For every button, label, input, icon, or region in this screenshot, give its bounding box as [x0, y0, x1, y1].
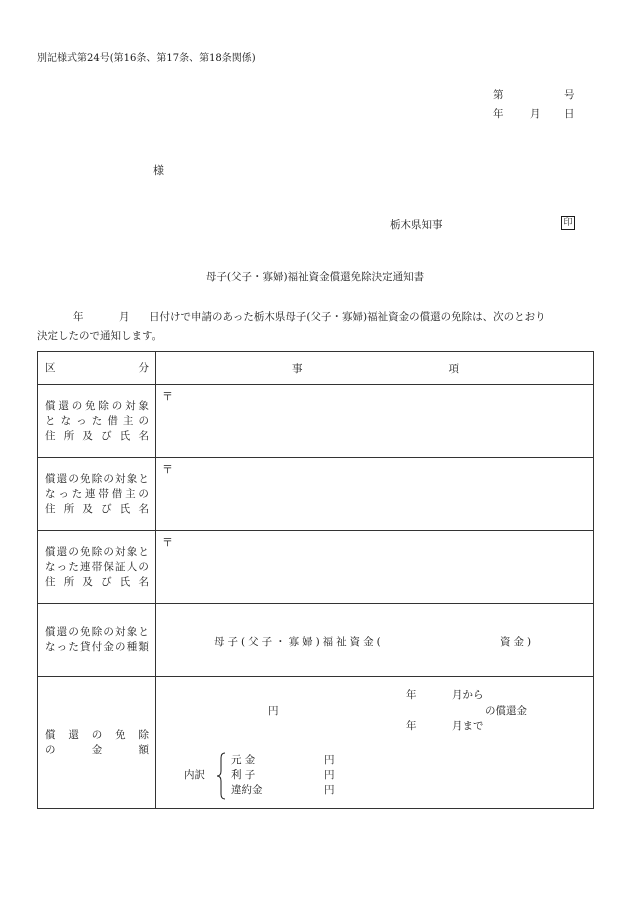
row-label-borrower: 償 還 の 免 除 の 対 象 と な っ た 借 主 の 住 所 及 び 氏 名: [38, 385, 156, 458]
row-value-loan-type: [155, 604, 593, 677]
document-title: 母子(父子・寡婦)福祉資金償還免除決定通知書: [205, 271, 425, 283]
addressee-suffix: 様: [153, 164, 164, 177]
penalty-label: 違約金: [230, 784, 263, 796]
date-year: 年: [493, 108, 504, 120]
date-month: 月: [530, 108, 541, 120]
row-label-loan-type: 償 還 の 免 除 の 対 象 と な っ た 貸 付 金 の 種 類: [38, 604, 156, 677]
table-row: [38, 385, 594, 458]
doc-number-suffix: 号: [564, 89, 575, 101]
row-value-joint-borrower: [155, 458, 593, 531]
date-day: 日: [564, 108, 575, 120]
principal-label: 元 金: [230, 754, 256, 766]
form-reference: 別記様式第24号(第16条、第17条、第18条関係): [37, 53, 256, 64]
row-value-amount: [155, 677, 593, 809]
table-header-row: [38, 352, 594, 385]
to-year: 年: [405, 720, 417, 732]
row-value-guarantor: [155, 531, 593, 604]
header-items: 事 項: [155, 352, 593, 385]
table-row: [38, 531, 594, 604]
from-year: 年: [405, 689, 417, 701]
row-label-guarantor: 償 還 の 免 除 の 対 象 と な っ た 連 帯 保 証 人 の 住 所 及 び 氏 名: [38, 531, 156, 604]
seal-mark: 印: [561, 216, 575, 230]
table-row: [38, 604, 594, 677]
principal-yen: 円: [323, 754, 335, 766]
body-month: 月: [119, 311, 130, 323]
row-value-borrower: [155, 385, 593, 458]
issuer-name: 栃木県知事: [390, 219, 443, 231]
doc-number-label: 第: [493, 89, 504, 101]
to-month: 月まで: [451, 720, 484, 732]
interest-label: 利 子: [230, 769, 256, 781]
breakdown-label: 内訳: [183, 769, 205, 781]
body-year: 年: [73, 311, 84, 323]
loan-type-text: 母子(父子・寡婦)福祉資金(: [213, 636, 384, 648]
amount-yen: 円: [267, 705, 279, 717]
body-line-2: 決定したので通知します。: [37, 330, 163, 342]
postal-mark: 〒: [161, 390, 173, 403]
left-brace-icon: [216, 752, 226, 800]
header-category: 区 分: [38, 352, 156, 385]
loan-type-suffix: 資金): [499, 636, 535, 648]
interest-yen: 円: [323, 769, 335, 781]
details-table: [37, 351, 594, 809]
body-line-1-text: 日付けで申請のあった栃木県母子(父子・寡婦)福祉資金の償還の免除は、次のとおり: [149, 311, 546, 323]
from-month: 月から: [451, 689, 484, 701]
postal-mark: 〒: [161, 463, 173, 476]
repayment-label: の償還金: [484, 705, 527, 717]
penalty-yen: 円: [323, 784, 335, 796]
postal-mark: 〒: [161, 536, 173, 549]
row-label-amount: 償 還 の 免 除 の 金 額: [38, 677, 156, 809]
table-row: [38, 677, 594, 809]
row-label-joint-borrower: 償 還 の 免 除 の 対 象 と な っ た 連 帯 借 主 の 住 所 及 び 氏 名: [38, 458, 156, 531]
table-row: [38, 458, 594, 531]
